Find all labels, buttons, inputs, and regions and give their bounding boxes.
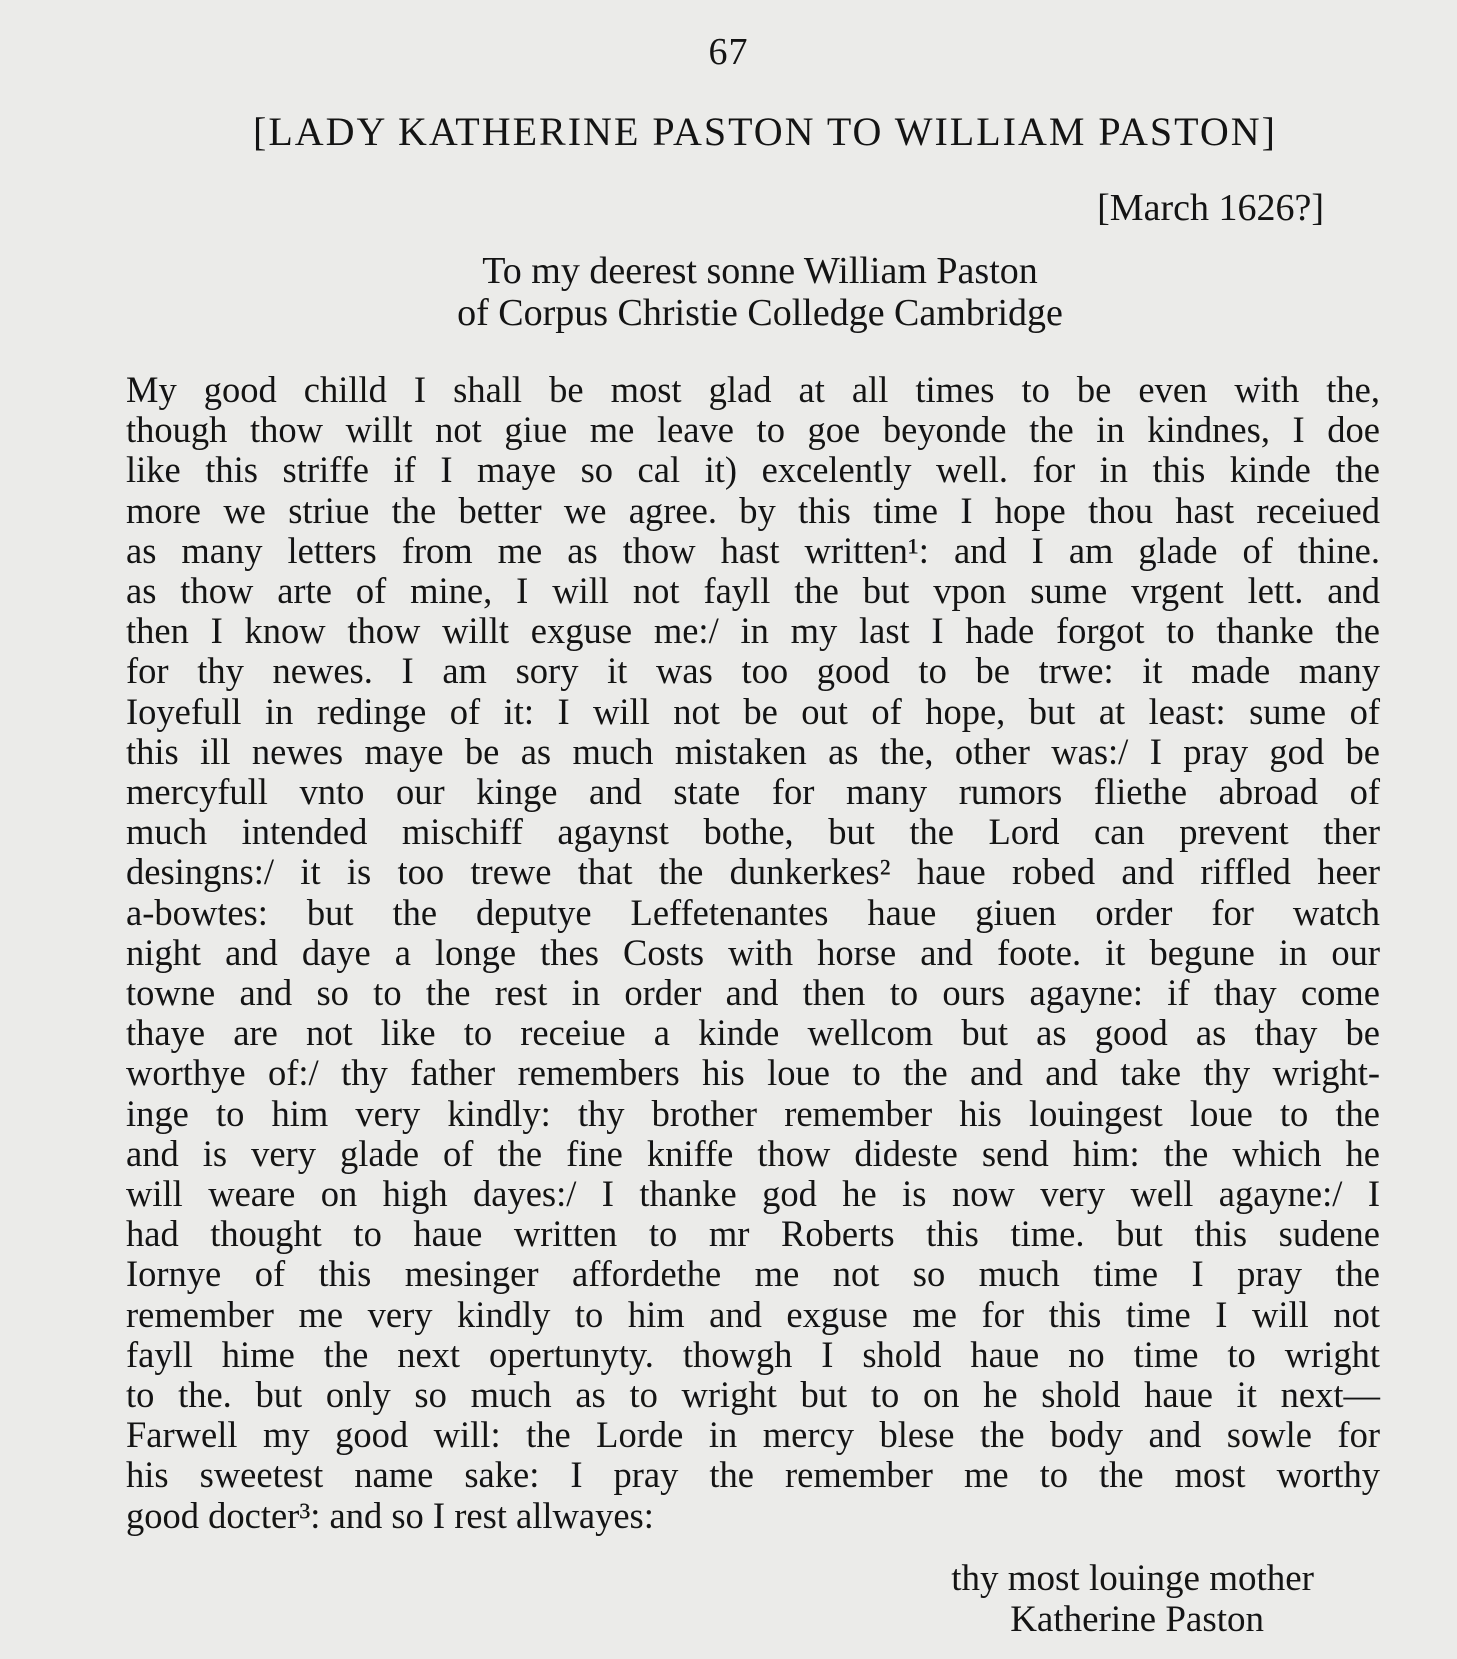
body-line: though thow willt not giue me leave to goe beyonde the in kindnes, I doe <box>126 409 1380 451</box>
body-line: his sweetest name sake: I pray the remember me to the most worthy <box>126 1454 1380 1496</box>
body-line: inge to him very kindly: thy brother remember his louingest loue to the <box>126 1092 1380 1134</box>
letter-closing <box>951 1558 1314 1640</box>
address-line: To my deerest sonne William Paston <box>482 250 1038 292</box>
body-line: worthye of:/ thy father remembers his loue to the and and take thy wright- <box>126 1052 1380 1094</box>
letter-date: [March 1626?] <box>1097 187 1324 229</box>
body-line: mercyfull vnto our kinge and state for many rumors fliethe abroad of <box>126 771 1380 813</box>
body-line: more we striue the better we agree. by this time I hope thou hast receiued <box>126 489 1380 531</box>
body-line: will weare on high dayes:/ I thanke god he is now very well agayne:/ I <box>126 1173 1380 1215</box>
body-line: then I know thow willt exguse me:/ in my last I hade forgot to thanke the <box>126 610 1380 652</box>
address-line: of Corpus Christie Colledge Cambridge <box>457 292 1063 334</box>
letter-body <box>126 370 1380 1536</box>
body-line: desingns:/ it is too trewe that the dunkerkes² haue robed and riffled heer <box>126 851 1380 893</box>
body-line: and is very glade of the fine kniffe thow dideste send him: the which he <box>126 1132 1380 1174</box>
body-line: like this striffe if I maye so cal it) excelently well. for in this kinde the <box>126 449 1380 491</box>
body-line: as many letters from me as thow hast written¹: and I am glade of thine. <box>126 529 1380 571</box>
letter-address <box>330 250 1190 334</box>
body-line: night and daye a longe thes Costs with horse and foote. it begune in our <box>126 931 1380 973</box>
signature-name: Katherine Paston <box>1010 1599 1264 1640</box>
body-line: good docter³: and so I rest allwayes: <box>126 1494 654 1536</box>
body-line: towne and so to the rest in order and then to ours agayne: if thay come <box>126 972 1380 1014</box>
body-line: had thought to haue written to mr Roberts this time. but this sudene <box>126 1213 1380 1255</box>
body-line: fayll hime the next opertunyty. thowgh I shold haue no time to wright <box>126 1333 1380 1375</box>
page-number: 67 <box>708 31 749 73</box>
body-line: remember me very kindly to him and exguse me for this time I will not <box>126 1293 1380 1335</box>
body-line: for thy newes. I am sory it was too good to be trwe: it made many <box>126 650 1380 692</box>
body-line: Iornye of this mesinger affordethe me not so much time I pray the <box>126 1253 1380 1295</box>
closing-phrase: thy most louinge mother <box>951 1558 1314 1599</box>
body-line: My good chilld I shall be most glad at all times to be even with the, <box>126 369 1380 410</box>
body-line: Ioyefull in redinge of it: I will not be out of hope, but at least: sume of <box>126 690 1380 732</box>
body-line: thaye are not like to receiue a kinde wellcom but as good as thay be <box>126 1012 1380 1054</box>
body-line: this ill newes maye be as much mistaken as the, other was:/ I pray god be <box>126 730 1380 772</box>
body-line: much intended mischiff agaynst bothe, but the Lord can prevent ther <box>126 811 1380 853</box>
body-line: as thow arte of mine, I will not fayll the but vpon sume vrgent lett. and <box>126 570 1380 612</box>
letter-heading: [LADY KATHERINE PASTON TO WILLIAM PASTON] <box>253 109 1277 154</box>
body-line: Farwell my good will: the Lorde in mercy blese the body and sowle for <box>126 1414 1380 1456</box>
body-line: to the. but only so much as to wright but to on he shold haue it next— <box>126 1374 1380 1416</box>
body-line: a-bowtes: but the deputye Leffetenantes haue giuen order for watch <box>126 891 1380 933</box>
